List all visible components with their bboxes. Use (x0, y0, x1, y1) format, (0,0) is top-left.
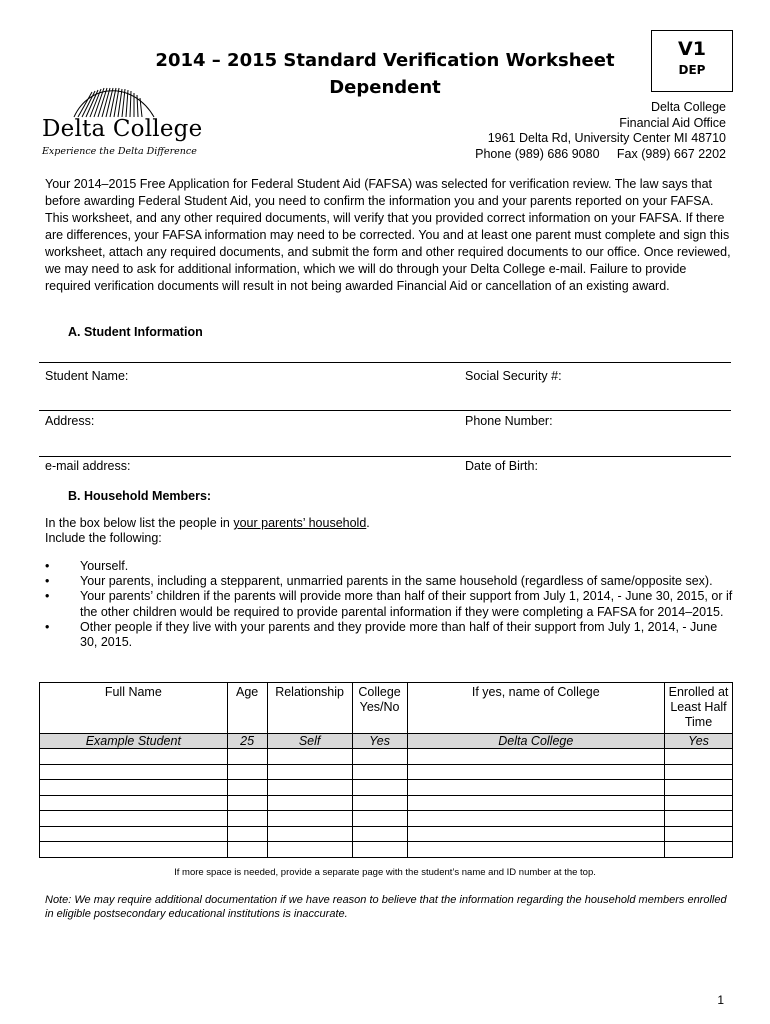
dob-label: Date of Birth: (465, 459, 538, 473)
table-cell[interactable] (407, 842, 664, 858)
table-cell[interactable] (227, 764, 267, 780)
household-table (39, 682, 733, 858)
list-item: • Your parents, including a stepparent, unmarried parents in the same household (regardless of same/opposite sex). (45, 574, 735, 589)
table-cell[interactable] (40, 795, 228, 811)
email-label: e-mail address: (45, 459, 131, 473)
table-header-row (40, 683, 733, 734)
table-row (40, 764, 733, 780)
table-cell[interactable] (267, 780, 352, 796)
table-cell[interactable] (267, 826, 352, 842)
table-cell[interactable] (227, 842, 267, 858)
table-cell[interactable] (665, 795, 733, 811)
example-college: Yes (352, 734, 407, 749)
table-cell[interactable] (267, 811, 352, 827)
table-row (40, 780, 733, 796)
table-cell[interactable] (407, 826, 664, 842)
table-cell[interactable] (227, 795, 267, 811)
col-college: College Yes/No (352, 683, 407, 734)
col-age: Age (227, 683, 267, 734)
field-divider (39, 410, 731, 411)
instr-pre: In the box below list the people in (45, 516, 234, 530)
office-line: Delta College (650, 100, 726, 114)
table-cell[interactable] (665, 811, 733, 827)
documentation-note: Note: We may require additional documentation if we have reason to believe that the information regarding the household members enrolled in eligible postsecondary educational institutions is inaccurate. (45, 894, 727, 920)
office-line: Financial Aid Office (619, 115, 726, 130)
office-line: Phone (989) 686 9080 Fax (989) 667 2202 (475, 146, 726, 161)
more-space-note: If more space is needed, provide a separate page with the student’s name and ID number at the top. (174, 867, 596, 878)
table-cell[interactable] (267, 749, 352, 765)
phone-label: Phone Number: (465, 414, 553, 428)
table-cell[interactable] (227, 749, 267, 765)
student-name-label: Student Name: (45, 369, 129, 383)
table-cell[interactable] (665, 842, 733, 858)
instr-post: . (366, 516, 370, 530)
table-cell[interactable] (665, 780, 733, 796)
document-title: 2014 – 2015 Standard Verification Worksheet (155, 50, 615, 71)
office-address (475, 100, 726, 162)
ssn-field[interactable] (600, 364, 730, 408)
table-cell[interactable] (267, 842, 352, 858)
table-cell[interactable] (665, 826, 733, 842)
student-name-field[interactable] (200, 364, 450, 408)
list-item: • Yourself. (45, 559, 735, 574)
version-label: V1 (678, 38, 706, 60)
office-line: 1961 Delta Rd, University Center MI 48710 (487, 131, 726, 145)
table-row-example (40, 734, 733, 749)
table-cell[interactable] (40, 764, 228, 780)
table-cell[interactable] (267, 764, 352, 780)
col-enrolled: Enrolled at Least Half Time (665, 683, 733, 734)
col-relationship: Relationship (267, 683, 352, 734)
table-cell[interactable] (407, 780, 664, 796)
delta-college-logo-icon (70, 86, 158, 118)
table-cell[interactable] (352, 826, 407, 842)
table-cell[interactable] (407, 764, 664, 780)
table-cell[interactable] (40, 842, 228, 858)
ssn-label: Social Security #: (465, 369, 562, 383)
table-cell[interactable] (267, 795, 352, 811)
logo-name: Delta College (42, 116, 203, 142)
col-full-name: Full Name (40, 683, 228, 734)
table-cell[interactable] (352, 780, 407, 796)
logo-tagline: Experience the Delta Difference (42, 146, 197, 157)
table-cell[interactable] (40, 811, 228, 827)
table-cell[interactable] (352, 795, 407, 811)
table-cell[interactable] (665, 764, 733, 780)
list-item: • Other people if they live with your parents and they provide more than half of their support from July 1, 2014, - June 30, 2015. (45, 620, 735, 650)
table-cell[interactable] (352, 749, 407, 765)
table-cell[interactable] (407, 795, 664, 811)
address-field[interactable] (200, 412, 450, 454)
page-number: 1 (717, 993, 724, 1007)
table-cell[interactable] (352, 842, 407, 858)
section-b-heading: B. Household Members: (68, 489, 212, 503)
address-label: Address: (45, 414, 95, 428)
field-divider (39, 456, 731, 457)
document-subtitle: Dependent (329, 77, 441, 98)
table-cell[interactable] (352, 764, 407, 780)
table-cell[interactable] (407, 811, 664, 827)
dob-field[interactable] (600, 458, 730, 478)
household-instructions-line2: Include the following: (45, 531, 162, 545)
example-college-name: Delta College (407, 734, 664, 749)
version-sub-label: DEP (678, 63, 706, 77)
table-row (40, 826, 733, 842)
example-age: 25 (227, 734, 267, 749)
table-cell[interactable] (352, 811, 407, 827)
table-row (40, 749, 733, 765)
table-row (40, 811, 733, 827)
table-cell[interactable] (227, 811, 267, 827)
field-divider (39, 362, 731, 363)
version-box (651, 30, 733, 92)
instr-underlined: your parents’ household (233, 516, 367, 530)
list-item: • Your parents’ children if the parents will provide more than half of their support from July 1, 2014, - June 30, 2015, or if the other children would be required to provide parental information if they were completing a FAFSA for 2014–2015. (45, 589, 735, 619)
example-enrolled: Yes (665, 734, 733, 749)
example-name: Example Student (40, 734, 228, 749)
phone-field[interactable] (600, 412, 730, 454)
col-college-name: If yes, name of College (407, 683, 664, 734)
table-row (40, 842, 733, 858)
table-cell[interactable] (665, 749, 733, 765)
example-relationship: Self (267, 734, 352, 749)
section-a-heading: A. Student Information (68, 325, 203, 339)
table-cell[interactable] (40, 826, 228, 842)
table-row (40, 795, 733, 811)
table-cell[interactable] (40, 780, 228, 796)
household-instructions (45, 516, 370, 530)
table-cell[interactable] (40, 749, 228, 765)
table-cell[interactable] (407, 749, 664, 765)
table-cell[interactable] (227, 780, 267, 796)
email-field[interactable] (200, 458, 450, 478)
table-cell[interactable] (227, 826, 267, 842)
intro-paragraph: Your 2014–2015 Free Application for Federal Student Aid (FAFSA) was selected for verification review. The law says that before awarding Federal Student Aid, you need to confirm the information you and your parents reported on your FAFSA. This worksheet, and any other required documents, will verify that you provided correct information on your FAFSA. If there are differences, your FAFSA information may need to be corrected. You and at least one parent must complete and sign this worksheet, attach any required documents, and submit the form and other required documents to our office. Once reviewed, we may need to ask for additional information, which we will do through your Delta College e-mail. Failure to provide required verification documents will result in not being awarded Financial Aid or cancellation of an existing award. (45, 177, 731, 293)
household-bullet-list (45, 559, 735, 650)
